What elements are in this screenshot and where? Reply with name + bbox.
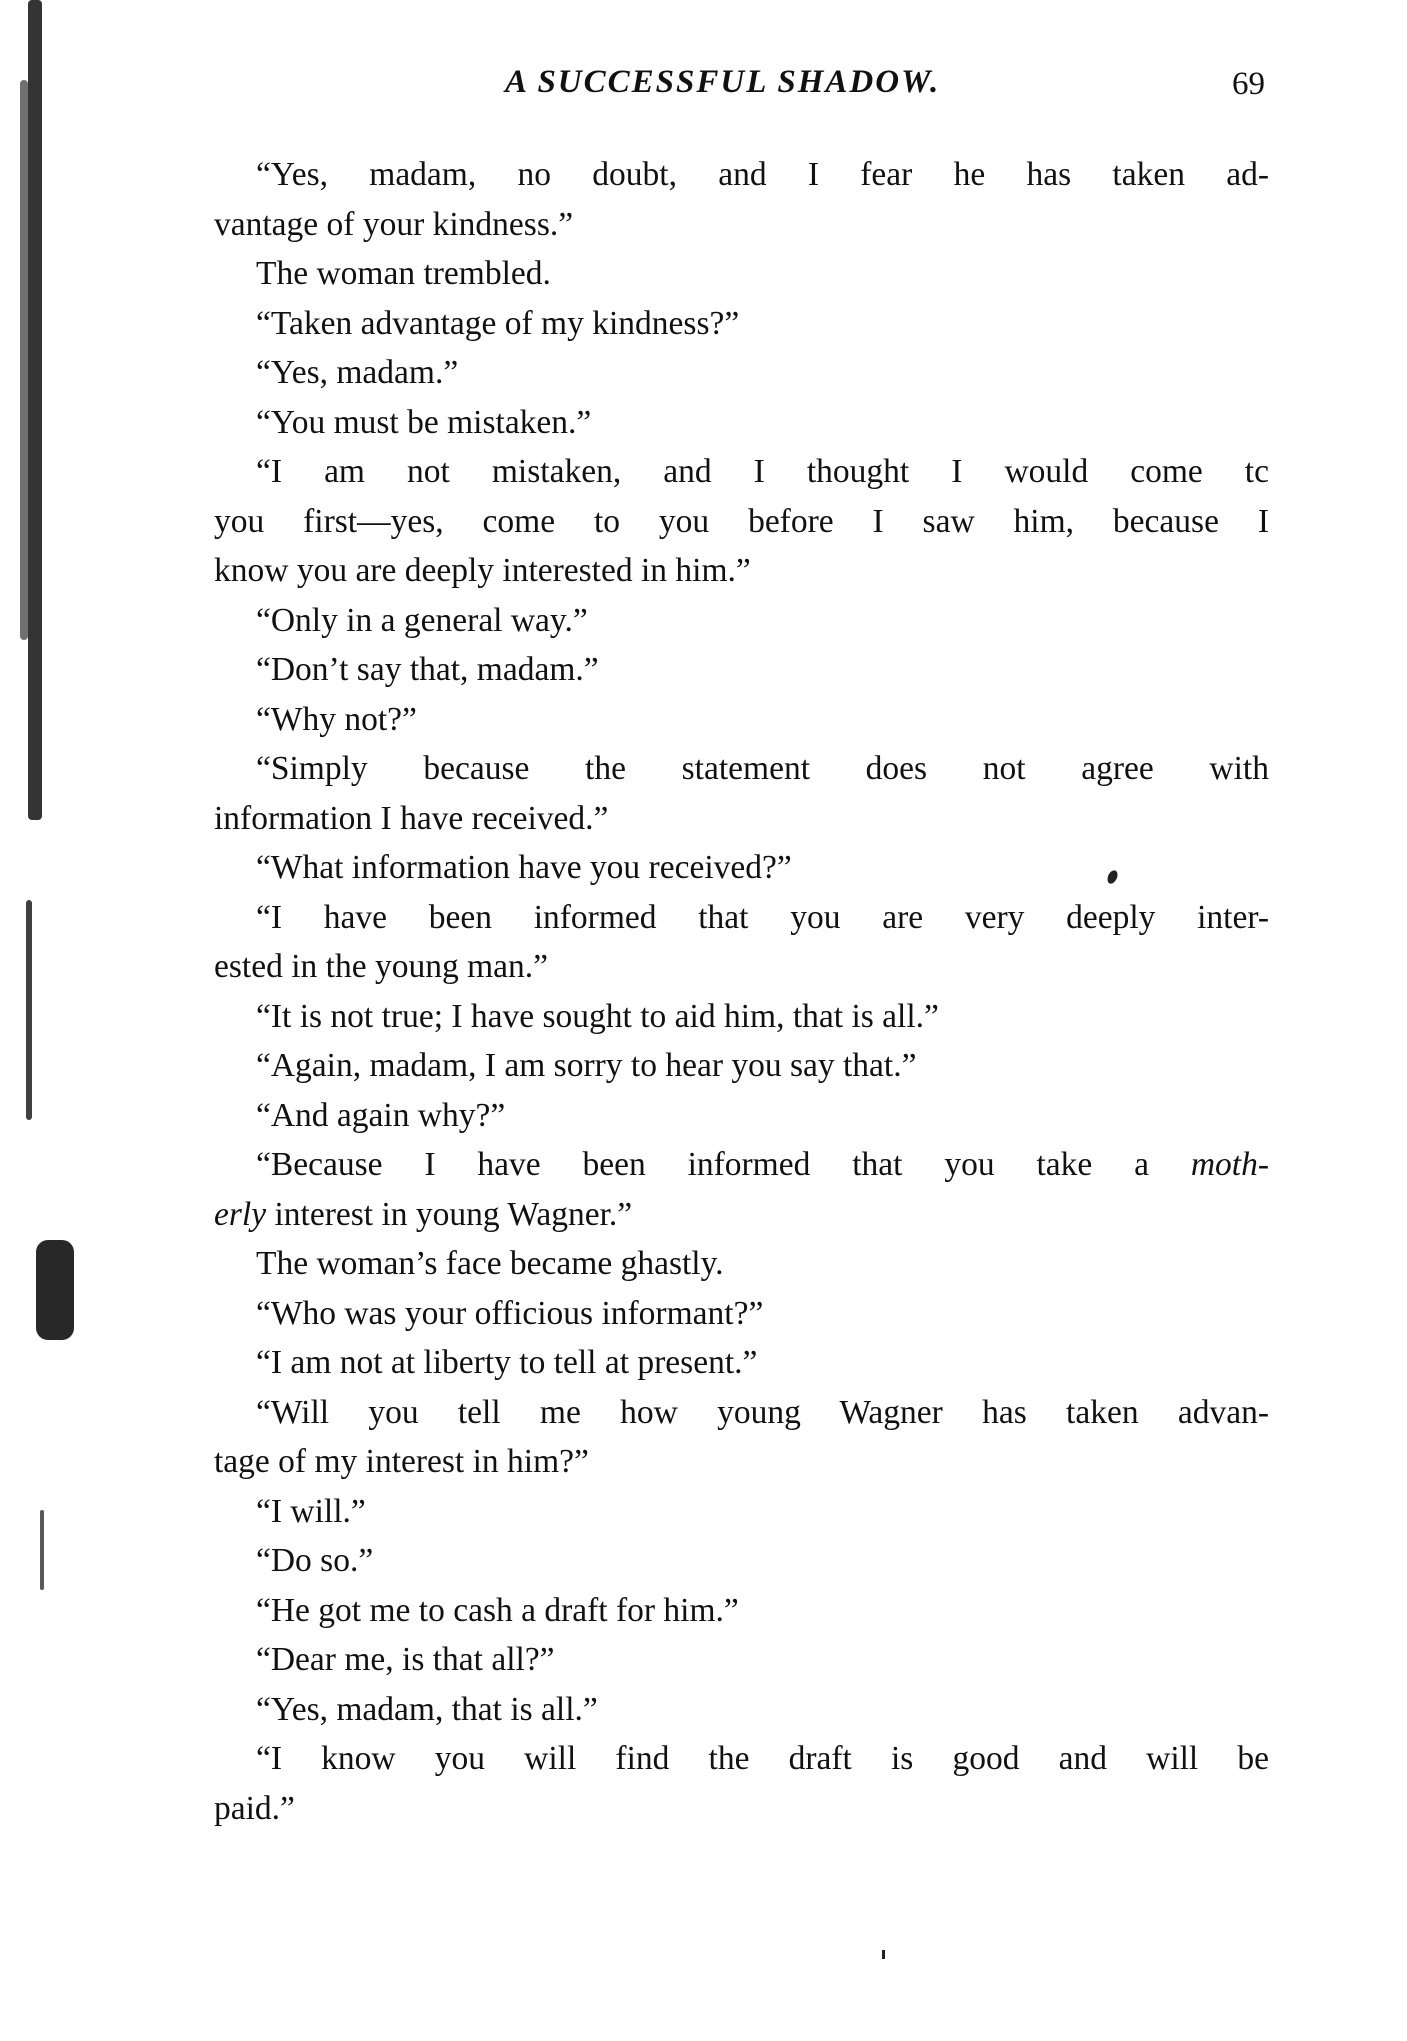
text-line: “Only in a general way.” (256, 601, 588, 639)
text-line: “Yes, madam.” (256, 354, 459, 391)
italic-text: erly (214, 1195, 267, 1233)
body-text (214, 150, 1269, 1833)
text-line: “You must be mistaken.” (256, 403, 592, 441)
text-line (214, 1140, 1269, 1190)
text-line: “Why not?” (256, 700, 417, 738)
text-line: “Taken advantage of my kindness?” (256, 304, 740, 342)
text-line: “He got me to cash a draft for him.” (256, 1591, 739, 1629)
text-line: you first—yes, come to you before I saw him, because I (214, 502, 1269, 540)
text-line: “Who was your officious informant?” (256, 1294, 764, 1332)
text-line: ested in the young man.” (214, 948, 548, 985)
text-line: tage of my interest in him?” (214, 1443, 589, 1480)
text-run: interest in young Wagner.” (266, 1195, 633, 1233)
text-line: “I have been informed that you are very deeply inter- (256, 898, 1269, 936)
text-line: “I know you will find the draft is good and will be (256, 1740, 1269, 1777)
text-line: “I am not at liberty to tell at present.” (256, 1344, 758, 1381)
text-line: “Yes, madam, no doubt, and I fear he has taken ad- (256, 156, 1269, 193)
text-run: “Because I have been informed that you take a (256, 1146, 1191, 1183)
italic-text: moth- (1190, 1146, 1269, 1183)
text-line: “Again, madam, I am sorry to hear you say that.” (256, 1047, 917, 1084)
text-line: “I am not mistaken, and I thought I would come tc (256, 453, 1269, 490)
text-line: “Do so.” (256, 1542, 374, 1579)
running-title: A SUCCESSFUL SHADOW. (505, 64, 941, 100)
text-line: The woman trembled. (256, 255, 551, 292)
page-number: 69 (1232, 66, 1265, 102)
text-line: “It is not true; I have sought to aid him, that is all.” (256, 997, 939, 1035)
text-line: “And again why?” (256, 1096, 506, 1134)
text-line: “Dear me, is that all?” (256, 1641, 555, 1678)
text-line: paid.” (214, 1789, 295, 1827)
text-line: The woman’s face became ghastly. (256, 1245, 724, 1282)
text-line: “Don’t say that, madam.” (256, 651, 599, 688)
page-header (215, 62, 1265, 112)
text-line: “Simply because the statement does not agree with (256, 750, 1269, 787)
text-line: “Yes, madam, that is all.” (256, 1690, 598, 1728)
text-line: vantage of your kindness.” (214, 205, 574, 243)
text-line: information I have received.” (214, 799, 609, 837)
page-binding-edge (0, 0, 60, 2041)
text-line: “I will.” (256, 1492, 366, 1530)
text-line: “What information have you received?” (256, 849, 792, 886)
text-line (214, 1190, 1269, 1240)
text-line: know you are deeply interested in him.” (214, 552, 751, 589)
ink-speck (882, 1950, 885, 1959)
text-line: “Will you tell me how young Wagner has taken advan- (256, 1393, 1269, 1431)
